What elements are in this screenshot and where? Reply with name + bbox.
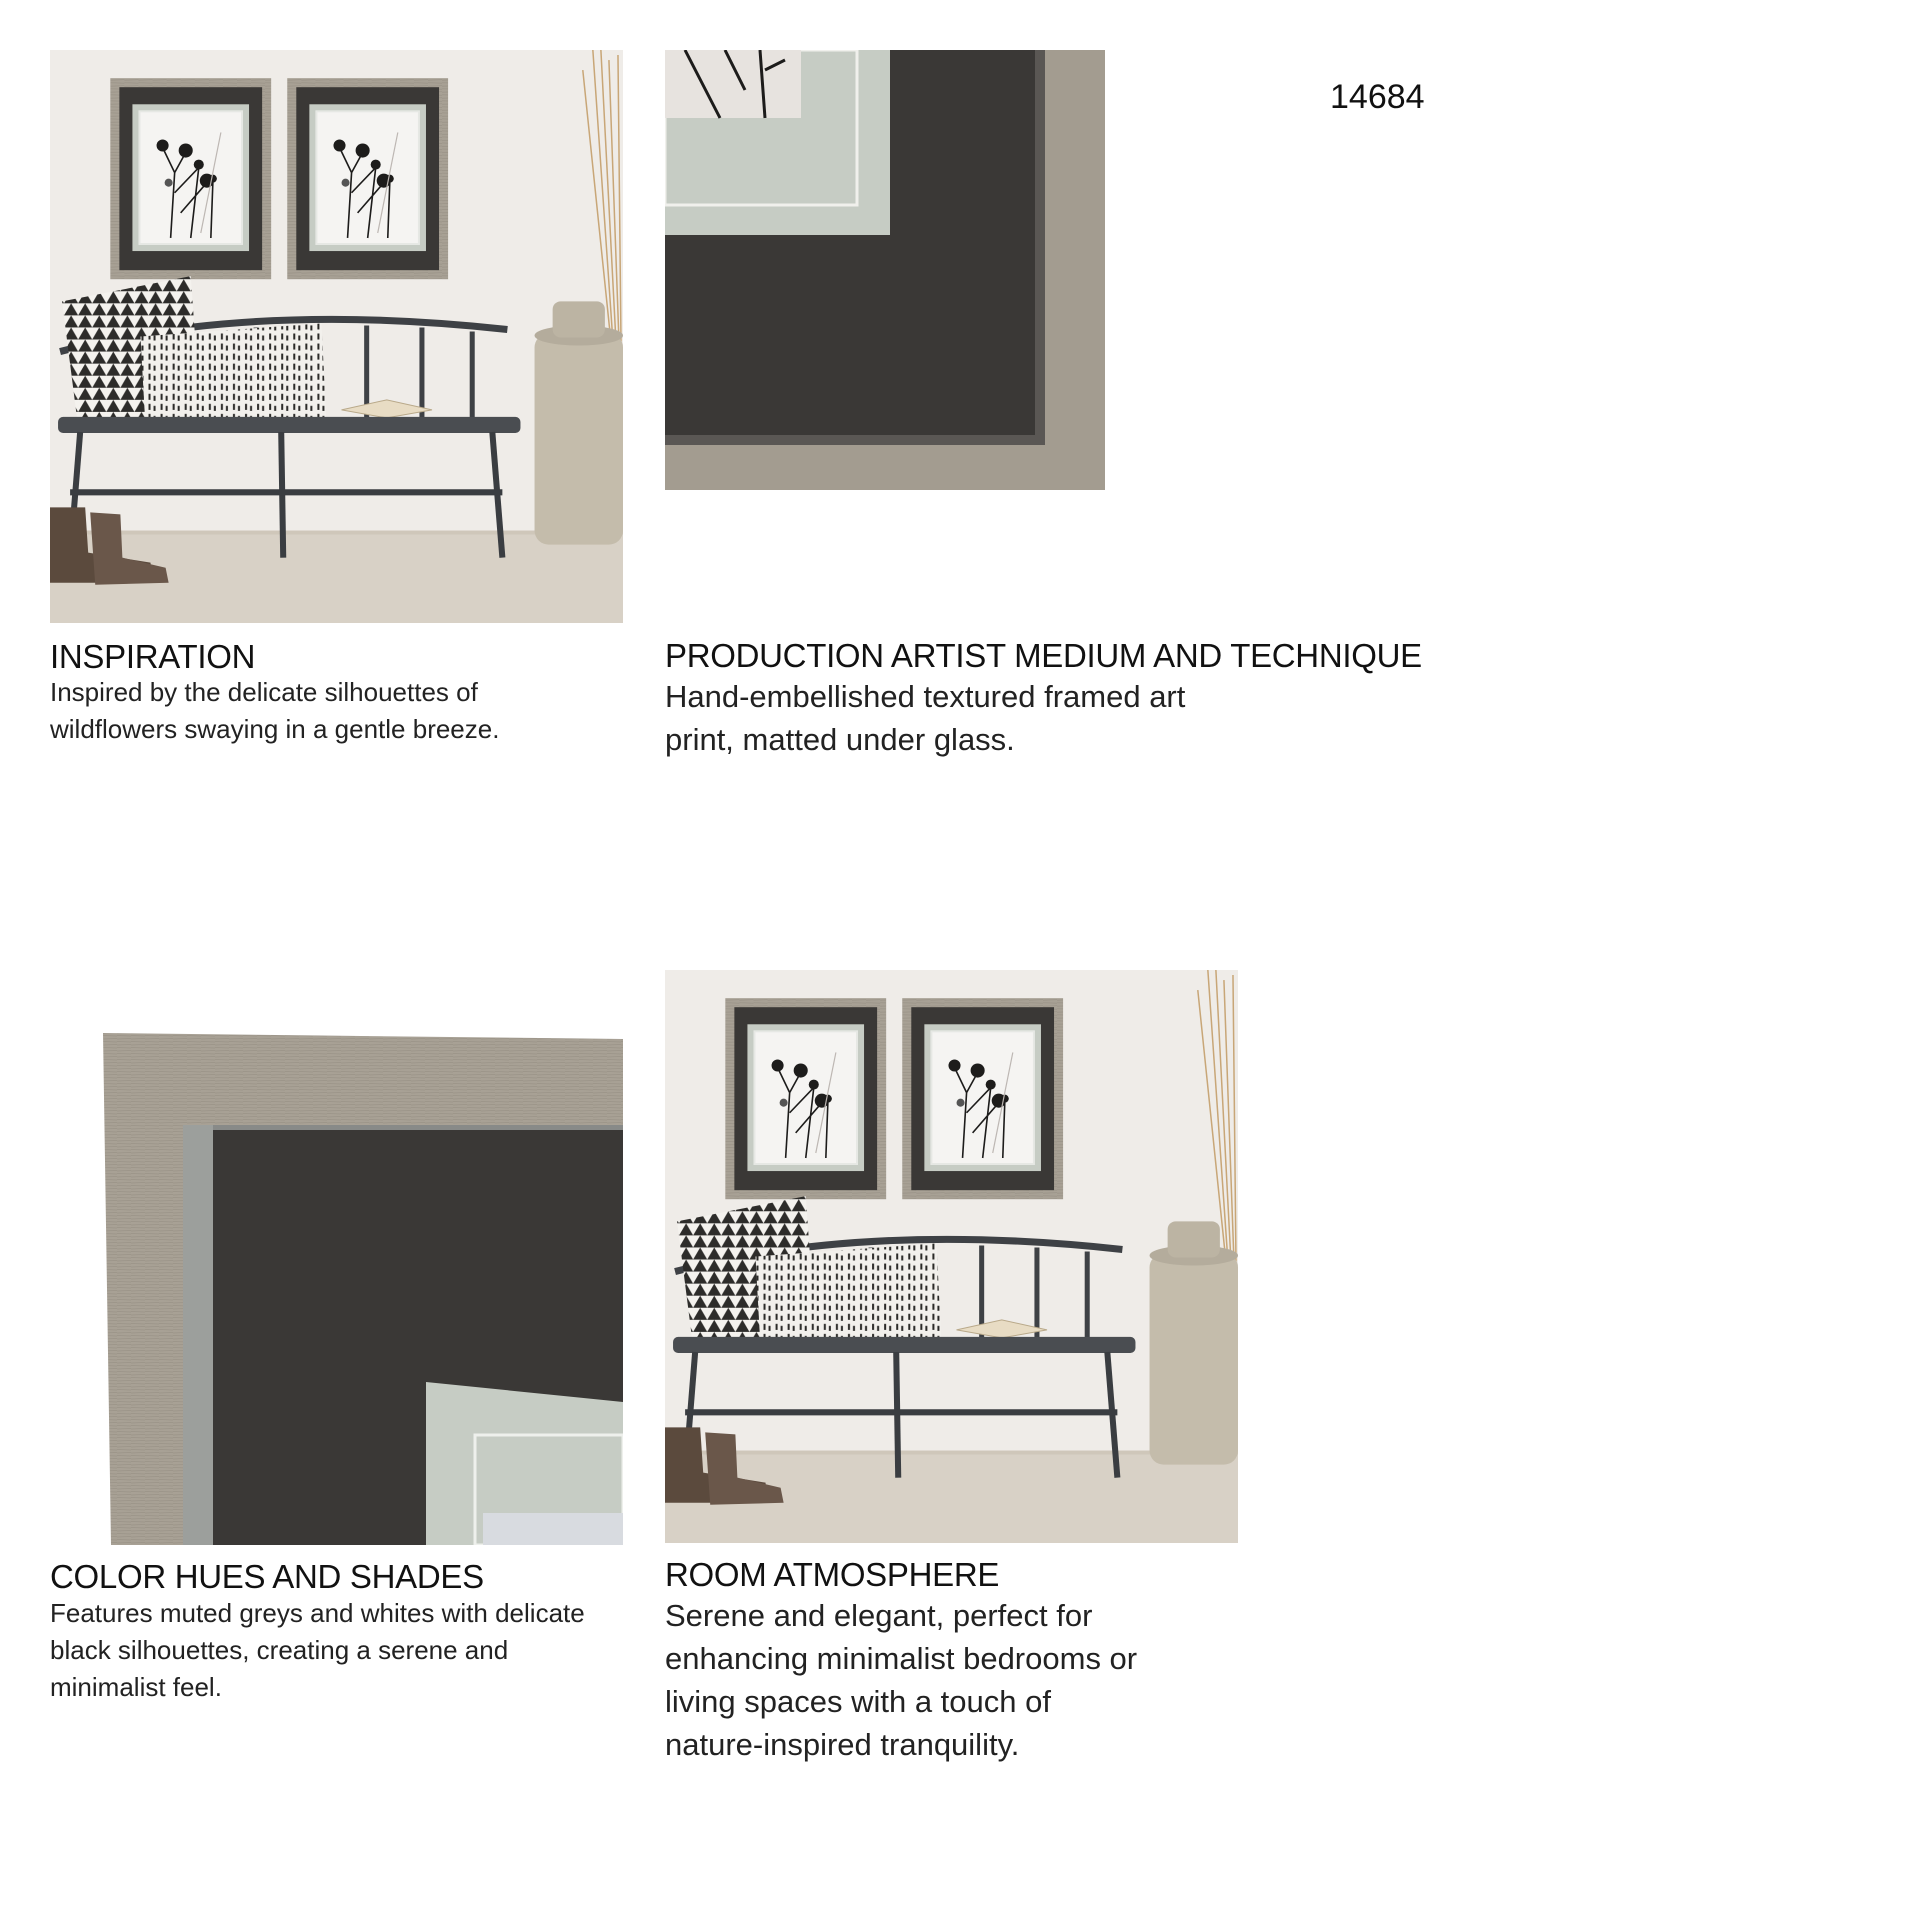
room-line-2: enhancing minimalist bedrooms or — [665, 1641, 1138, 1676]
frame-corner-closeup-photo — [665, 50, 1105, 490]
inspiration-room-photo — [50, 50, 623, 623]
room-title: ROOM ATMOSPHERE — [665, 1556, 1000, 1593]
room-line-1: Serene and elegant, perfect for — [665, 1598, 1093, 1633]
color-shades-closeup-photo — [103, 1025, 623, 1545]
room-line-4: nature-inspired tranquility. — [665, 1727, 1020, 1762]
color-line-3: minimalist feel. — [50, 1672, 222, 1702]
medium-line-1: Hand-embellished textured framed art — [665, 679, 1186, 714]
inspiration-title: INSPIRATION — [50, 638, 256, 675]
inspiration-line-2: wildflowers swaying in a gentle breeze. — [50, 714, 500, 744]
room-line-3: living spaces with a touch of — [665, 1684, 1051, 1719]
room-atmosphere-photo — [665, 970, 1238, 1543]
medium-title: PRODUCTION ARTIST MEDIUM AND TECHNIQUE — [665, 637, 1422, 674]
medium-line-2: print, matted under glass. — [665, 722, 1015, 757]
color-line-2: black silhouettes, creating a serene and — [50, 1635, 509, 1665]
inspiration-line-1: Inspired by the delicate silhouettes of — [50, 677, 478, 707]
product-sku: 14684 — [1330, 78, 1425, 116]
color-title: COLOR HUES AND SHADES — [50, 1558, 484, 1595]
color-line-1: Features muted greys and whites with delicate — [50, 1598, 585, 1628]
